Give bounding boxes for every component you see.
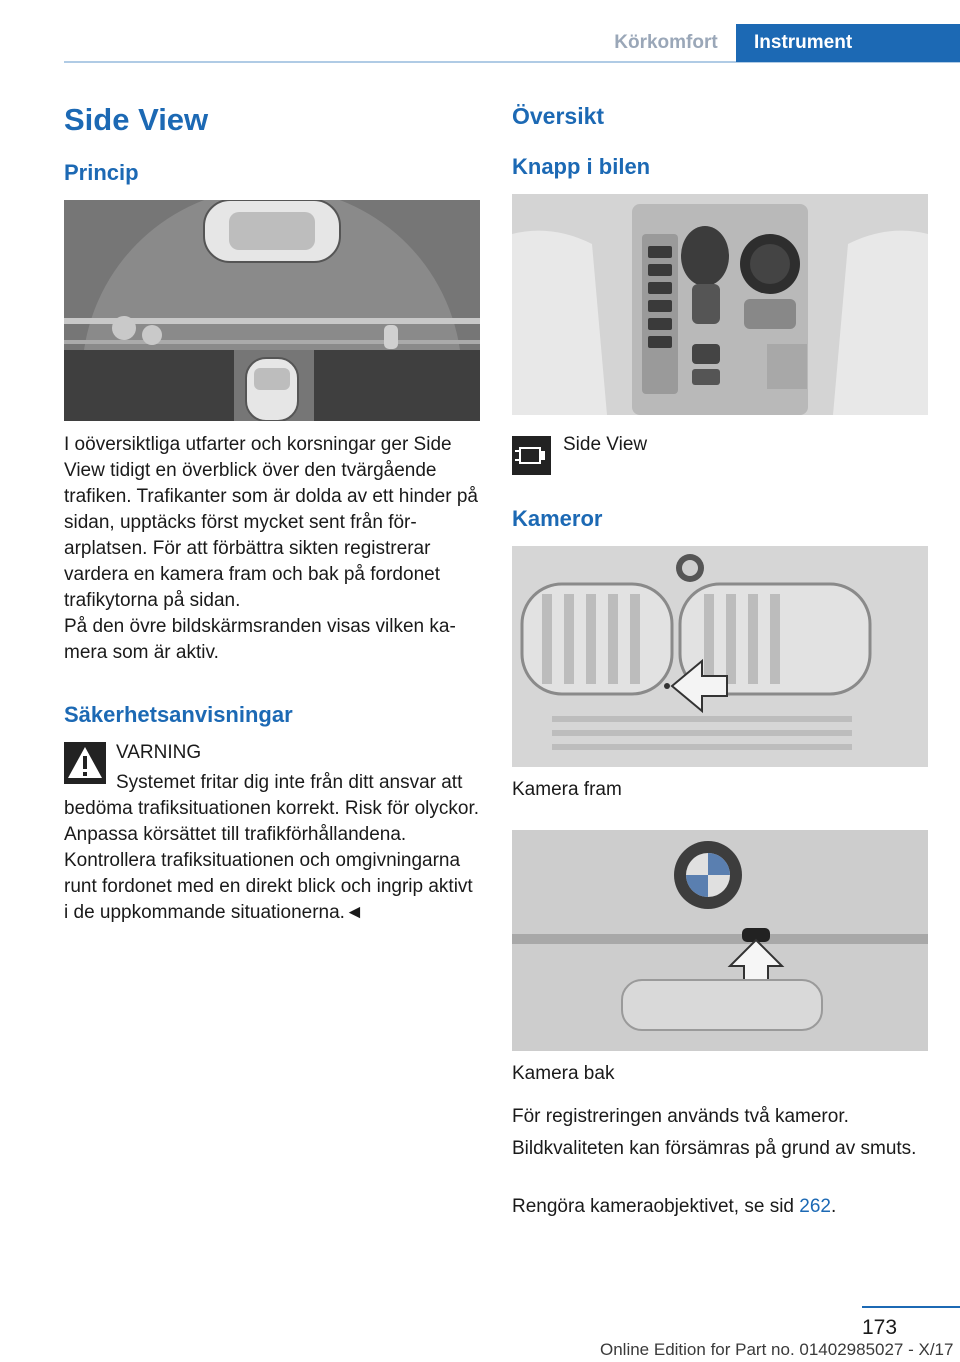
two-cameras-paragraph: För registreringen används två kameror. xyxy=(512,1106,849,1127)
cleaning-paragraph xyxy=(512,1194,928,1220)
active-camera-paragraph: På den övre bildskärmsranden visas vilken kamera som är aktiv. xyxy=(64,616,456,663)
cleaning-text-end: . xyxy=(830,1196,837,1217)
warning-text-first-line: Systemet fritar dig inte från ditt ansvar att xyxy=(116,772,463,793)
image-quality-paragraph: Bildkvaliteten kan försämras på grund av smuts. xyxy=(512,1138,917,1159)
section-heading-safety: Säkerhetsanvisningar xyxy=(64,702,293,727)
tab-instrument[interactable]: Instrument xyxy=(736,24,960,62)
intro-paragraph: I oöversiktliga utfarter och korsningar ger Side View tidigt en överblick över den tvärgående trafiken. Trafikanter som är dolda av ett hinder på sidan, upptäcks först mycket sent från förarplatsen. För att förbättra sikten registrerar vardera en kamera fram och bak på fordonet trafikytorna på sidan. xyxy=(64,434,478,611)
page-number: 173 xyxy=(862,1316,898,1339)
page-title: Side View xyxy=(64,102,209,137)
section-heading-princip: Princip xyxy=(64,160,139,185)
tab-korkomfort[interactable]: Körkomfort xyxy=(614,32,718,53)
front-camera-photo xyxy=(512,546,928,767)
warning-text: bedöma trafiksituationen korrekt. Risk för olyckor. Anpassa körsättet till trafikförhållandena. Kontrollera trafiksituationen och omgivningarna runt fordonet med en direkt blick och ingrip aktivt i de uppkommande situationerna.◄ xyxy=(64,798,480,923)
section-heading-button: Knapp i bilen xyxy=(512,154,651,179)
console-photo xyxy=(512,194,928,415)
side-view-button-icon xyxy=(512,436,551,475)
section-heading-oversikt: Översikt xyxy=(512,103,605,129)
footer-line xyxy=(862,1306,960,1308)
page-link-262[interactable]: 262 xyxy=(799,1196,831,1217)
warning-icon xyxy=(64,742,106,784)
cleaning-text: Rengöra kameraobjektivet, se sid xyxy=(512,1196,800,1217)
caption-front-camera: Kamera fram xyxy=(512,779,622,800)
warning-label: VARNING xyxy=(116,742,202,763)
caption-rear-camera: Kamera bak xyxy=(512,1063,615,1084)
rear-camera-photo xyxy=(512,830,928,1051)
principle-illustration xyxy=(64,200,480,421)
side-view-button-label: Side View xyxy=(563,434,648,455)
section-heading-cameras: Kameror xyxy=(512,506,603,531)
edition-label: Online Edition for Part no. 01402985027 - X/17 xyxy=(600,1340,954,1359)
